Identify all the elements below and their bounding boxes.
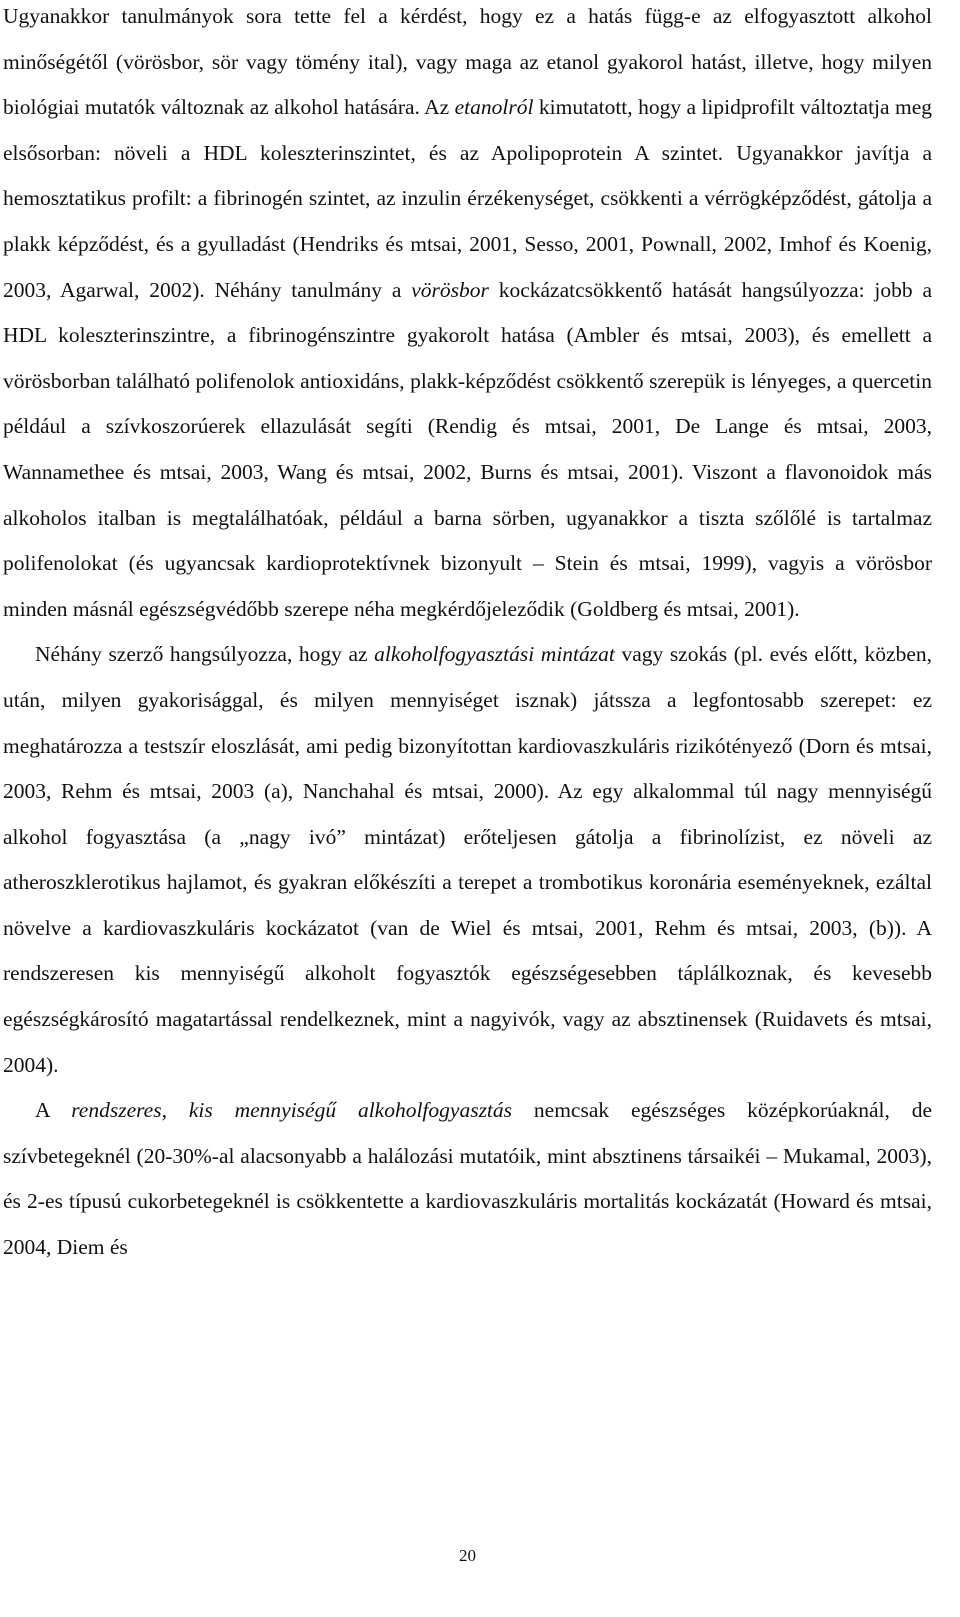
paragraph-3-text-2: nemcsak egészséges középkorúaknál, de szívbetegeknél (20-30%-al alacsonyabb a halálozási mutatóik, mint absztinens társaikéi – Mukamal, 2003), és 2-es típusú cukorbetegeknél is csökkentette a kardiovaszkuláris mortalitás kockázatát (Howard és mtsai, 2004, Diem és — [3, 1098, 933, 1260]
paragraph-3-italic-alkoholfogyasztas: rendszeres, kis mennyiségű alkoholfogyasztás — [71, 1098, 513, 1123]
paragraph-2-text-2: vagy szokás (pl. evés előtt, közben, után, milyen gyakorisággal, és milyen mennyiséget isznak) játssza a legfontosabb szerepet: ez meghatározza a testszír eloszlását, ami pedig bizonyítottan kardiovaszkuláris rizikótényező (Dorn és mtsai, 2003, Rehm és mtsai, 2003 (a), Nanchahal és mtsai, 2000). Az egy alkalommal túl nagy mennyiségű alkohol fogyasztása (a „nagy ivó” mintázat) erőteljesen gátolja a fibrinolízist, ez növeli az atheroszklerotikus hajlamot, és gyakran előkészíti a terepet a trombotikus koronária eseményeknek, ezáltal növelve a kardiovaszkuláris kockázatot (van de Wiel és mtsai, 2001, Rehm és mtsai, 2003, (b)). A rendszeresen kis mennyiségű alkoholt fogyasztók egészségesebben táplálkoznak, és kevesebb egészségkárosító magatartással rendelkeznek, mint a nagyivók, vagy az absztinensek (Ruidavets és mtsai, 2004). — [3, 642, 932, 1077]
paragraph-2-italic-mintazat: alkoholfogyasztási mintázat — [374, 642, 615, 667]
paragraph-1-italic-etanolrol: etanolról — [454, 95, 534, 120]
document-page — [3, 0, 932, 1271]
paragraph-1-italic-vorosbor: vörösbor — [411, 277, 489, 302]
paragraph-3-text-1: A — [35, 1098, 72, 1123]
paragraph-2-text-1: Néhány szerző hangsúlyozza, hogy az — [35, 642, 375, 667]
paragraph-1-text-3: kockázatcsökkentő hatását hangsúlyozza: jobb a HDL koleszterinszintre, a fibrinogénszintre gyakorolt hatása (Ambler és mtsai, 2003), és emellett a vörösborban található polifenolok antioxidáns, plakk-képződést csökkentő szerepük is lényeges, a quercetin például a szívkoszorúerek ellazulását segíti (Rendig és mtsai, 2001, De Lange és mtsai, 2003, Wannamethee és mtsai, 2003, Wang és mtsai, 2002, Burns és mtsai, 2001). Viszont a flavonoidok más alkoholos italban is megtalálhatóak, például a barna sörben, ugyanakkor a tiszta szőlőlé is tartalmaz polifenolokat (és ugyancsak kardioprotektívnek bizonyult – Stein és mtsai, 1999), vagyis a vörösbor minden másnál egészségvédőbb szerepe néha megkérdőjeleződik (Goldberg és mtsai, 2001). — [3, 277, 932, 621]
paragraph-2 — [3, 632, 932, 1088]
paragraph-3 — [3, 1088, 932, 1270]
paragraph-1-text-1: Ugyanakkor tanulmányok sora tette fel a kérdést, hogy ez a hatás függ-e az elfogyasztott alkohol minőségétől (vörösbor, sör vagy tömény ital), vagy maga az etanol gyakorol hatást, illetve, hogy milyen biológiai mutatók változnak az alkohol hatására. Az — [3, 4, 932, 120]
paragraph-1-text-2: kimutatott, hogy a lipidprofilt változtatja meg elsősorban: növeli a HDL koleszterinszintet, és az Apolipoprotein A szintet. Ugyanakkor javítja a hemosztatikus profilt: a fibrinogén szintet, az inzulin érzékenységet, csökkenti a vérrögképződést, gátolja a plakk képződést, és a gyulladást (Hendriks és mtsai, 2001, Sesso, 2001, Pownall, 2002, Imhof és Koenig, 2003, Agarwal, 2002). Néhány tanulmány a — [3, 95, 932, 302]
paragraph-1 — [3, 0, 932, 632]
page-number: 20 — [459, 1546, 476, 1565]
